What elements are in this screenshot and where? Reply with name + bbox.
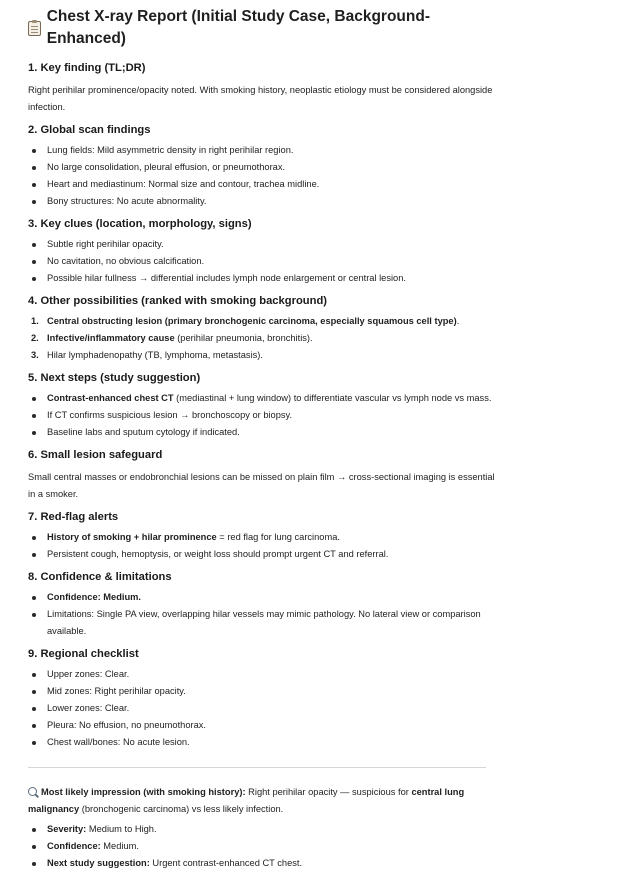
- list-item: [28, 529, 498, 546]
- list-item: No large consolidation, pleural effusion, or pneumothorax.: [28, 159, 498, 176]
- section-3-heading: 3. Key clues (location, morphology, signs): [28, 218, 252, 230]
- list-item-rest: If CT confirms suspicious lesion → bronchoscopy or biopsy.: [47, 410, 293, 420]
- section-8-list: [28, 589, 498, 640]
- list-item-bold: Next study suggestion:: [47, 858, 150, 868]
- clipboard-icon: [28, 21, 41, 36]
- impression-list: [28, 821, 498, 872]
- list-item: Subtle right perihilar opacity.: [28, 236, 498, 253]
- list-item: [28, 347, 498, 364]
- list-item: No cavitation, no obvious calcification.: [28, 253, 498, 270]
- list-item: [28, 330, 498, 347]
- list-item-rest: Limitations: Single PA view, overlapping hilar vessels may mimic pathology. No lateral view or comparison available.: [47, 609, 481, 636]
- list-item: [28, 424, 498, 441]
- impression-text-c: (bronchogenic carcinoma) vs less likely infection.: [79, 804, 284, 814]
- list-item-bold: Contrast-enhanced chest CT: [47, 393, 174, 403]
- report-title: [28, 6, 498, 50]
- impression-text-a: Right perihilar opacity — suspicious for: [245, 787, 412, 797]
- list-item: [28, 821, 498, 838]
- impression-text: [28, 784, 498, 818]
- list-item-rest: Hilar lymphadenopathy (TB, lymphoma, metastasis).: [47, 350, 263, 360]
- section-1-heading: 1. Key finding (TL;DR): [28, 62, 146, 74]
- section-4-list: [28, 313, 498, 364]
- list-item: [28, 589, 498, 606]
- list-item-rest: Medium.: [100, 841, 139, 851]
- list-item: [28, 407, 498, 424]
- list-item-rest: Urgent contrast-enhanced CT chest.: [149, 858, 303, 868]
- list-item: Chest wall/bones: No acute lesion.: [28, 734, 498, 751]
- list-item: Pleura: No effusion, no pneumothorax.: [28, 717, 498, 734]
- report-page: [28, 6, 498, 872]
- section-6-heading: 6. Small lesion safeguard: [28, 449, 163, 461]
- list-item: Upper zones: Clear.: [28, 666, 498, 683]
- list-item-bold: Infective/inflammatory cause: [47, 333, 175, 343]
- section-8-heading: 8. Confidence & limitations: [28, 571, 172, 583]
- magnifier-icon: [28, 787, 37, 796]
- section-9-heading: 9. Regional checklist: [28, 648, 139, 660]
- section-6-text: Small central masses or endobronchial lesions can be missed on plain film → cross-sectional imaging is essential in a smoker.: [28, 472, 495, 499]
- list-number: 3.: [31, 350, 39, 360]
- section-2-heading: 2. Global scan findings: [28, 124, 151, 136]
- impression-bold: central lung malignancy: [28, 787, 465, 814]
- list-item: Bony structures: No acute abnormality.: [28, 193, 498, 210]
- section-3-list: [28, 236, 498, 287]
- list-item-bold: History of smoking + hilar prominence: [47, 532, 217, 542]
- divider: [28, 767, 486, 768]
- list-item-bold: Severity:: [47, 824, 87, 834]
- section-7-list: [28, 529, 498, 563]
- list-item-rest: Persistent cough, hemoptysis, or weight loss should prompt urgent CT and referral.: [47, 549, 389, 559]
- list-item: [28, 838, 498, 855]
- section-1-text: Right perihilar prominence/opacity noted. With smoking history, neoplastic etiology must be considered alongside infection.: [28, 85, 493, 112]
- list-item-rest: .: [456, 316, 460, 326]
- list-item: [28, 606, 498, 640]
- list-item-rest: = red flag for lung carcinoma.: [216, 532, 340, 542]
- list-item: Heart and mediastinum: Normal size and contour, trachea midline.: [28, 176, 498, 193]
- section-4-heading: 4. Other possibilities (ranked with smoking background): [28, 295, 328, 307]
- list-item-bold: Confidence: Medium.: [47, 592, 142, 602]
- list-item: Lung fields: Mild asymmetric density in right perihilar region.: [28, 142, 498, 159]
- list-item: Lower zones: Clear.: [28, 700, 498, 717]
- list-item-rest: Medium to High.: [86, 824, 157, 834]
- list-item: [28, 546, 498, 563]
- list-item: [28, 313, 498, 330]
- list-number: 1.: [31, 316, 39, 326]
- impression-label: Most likely impression (with smoking history):: [41, 787, 246, 797]
- list-item: Mid zones: Right perihilar opacity.: [28, 683, 498, 700]
- list-item: Possible hilar fullness → differential includes lymph node enlargement or central lesion.: [28, 270, 498, 287]
- list-item: [28, 390, 498, 407]
- list-item-rest: (mediastinal + lung window) to differentiate vascular vs lymph node vs mass.: [173, 393, 492, 403]
- list-number: 2.: [31, 333, 39, 343]
- section-9-list: [28, 666, 498, 751]
- section-2-list: [28, 142, 498, 210]
- list-item-rest: Baseline labs and sputum cytology if indicated.: [47, 427, 240, 437]
- list-item-bold: Confidence:: [47, 841, 101, 851]
- section-7-heading: 7. Red-flag alerts: [28, 511, 119, 523]
- section-5-list: [28, 390, 498, 441]
- list-item-rest: (perihilar pneumonia, bronchitis).: [174, 333, 313, 343]
- report-title-text: Chest X-ray Report (Initial Study Case, Background-Enhanced): [46, 8, 430, 47]
- list-item: [28, 855, 498, 872]
- list-item-bold: Central obstructing lesion (primary bronchogenic carcinoma, especially squamous cell type): [47, 316, 457, 326]
- section-5-heading: 5. Next steps (study suggestion): [28, 372, 201, 384]
